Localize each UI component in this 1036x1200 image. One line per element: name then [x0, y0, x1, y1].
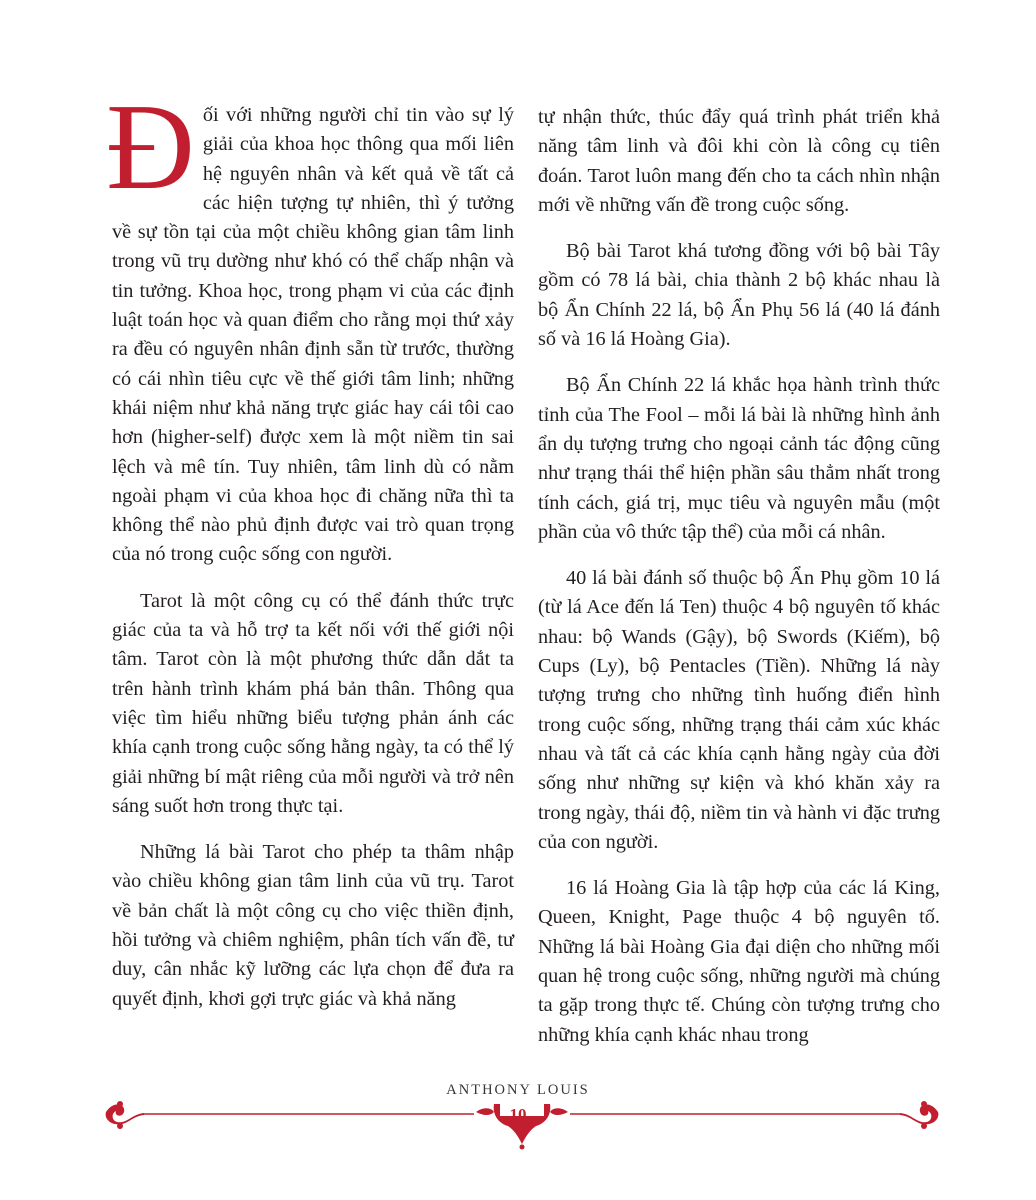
paragraph-1-text: ối với những người chỉ tin vào sự lý giải của khoa học thông qua mối liên hệ nguyên nhân và kết quả về tất cả các hiện tượng tự nhiên, thì ý tưởng về sự tồn tại của một chiều không gian tâm linh trong vũ trụ dường như khó có thể chấp nhận và tin tưởng. Khoa học, trong phạm vi của các định luật toán học và quan điểm cho rằng mọi thứ xảy ra đều có nguyên nhân định sẵn từ trước, thường có cái nhìn tiêu cực về thế giới tâm linh; những khái niệm như khả năng trực giác hay cái tôi cao hơn (higher-self) được xem là một niềm tin sai lệch và mê tín. Tuy nhiên, tâm linh dù có nằm ngoài phạm vi của khoa học đi chăng nữa thì ta không thể nào phủ định được vai trò quan trọng của nó trong cuộc sống con người.: [112, 104, 514, 566]
paragraph-7: 40 lá bài đánh số thuộc bộ Ẩn Phụ gồm 10 lá (từ lá Ace đến lá Ten) thuộc 4 bộ nguyên tố khác nhau: bộ Wands (Gậy), bộ Swords (Kiếm), bộ Cups (Ly), bộ Pentacles (Tiền). Những lá này tượng trưng cho những tình huống điển hình trong cuộc sống, những trạng thái cảm xúc khác nhau và tất cả các khía cạnh hằng ngày của đời sống như những sự kiện và khó khăn xảy ra trong ngày, thái độ, niềm tin và hành vi đặc trưng của con người.: [538, 567, 940, 853]
page-number: 10: [509, 1105, 527, 1124]
left-column: [106, 78, 514, 1031]
paragraph-3: Những lá bài Tarot cho phép ta thâm nhập vào chiều không gian tâm linh của vũ trụ. Tarot về bản chất là một công cụ cho việc thiền định, hồi tưởng và chiêm nghiệm, phân tích vấn đề, tư duy, cân nhắc kỹ lưỡng các lựa chọn để đưa ra quyết định, khơi gợi trực giác và khả năng: [112, 841, 514, 1010]
paragraph-6: Bộ Ẩn Chính 22 lá khắc họa hành trình thức tỉnh của The Fool – mỗi lá bài là những hình ảnh ẩn dụ tượng trưng cho ngoại cảnh tác động cũng như trạng thái thể hiện phần sâu thẳm nhất trong tính cách, giá trị, mục tiêu và nguyên mẫu (một phần của vô thức tập thể) của mỗi cá nhân.: [538, 374, 940, 543]
paragraph-5: Bộ bài Tarot khá tương đồng với bộ bài Tây gồm có 78 lá bài, chia thành 2 bộ khác nhau là bộ Ẩn Chính 22 lá, bộ Ẩn Phụ 56 lá (40 lá đánh số và 16 lá Hoàng Gia).: [538, 240, 940, 351]
paragraph-2: Tarot là một công cụ có thể đánh thức trực giác của ta và hỗ trợ ta kết nối với thế giới nội tâm. Tarot còn là một phương thức dẫn dắt ta trên hành trình khám phá bản thân. Thông qua việc tìm hiểu những biểu tượng phản ánh các khía cạnh trong cuộc sống hằng ngày, ta có thể lý giải những bí mật riêng của mỗi người và trở nên sáng suốt hơn trong thực tại.: [112, 589, 514, 817]
paragraph-1: [106, 78, 514, 570]
paragraph-8: 16 lá Hoàng Gia là tập hợp của các lá King, Queen, Knight, Page thuộc 4 bộ nguyên tố. Những lá bài Hoàng Gia đại diện cho những mối quan hệ trong cuộc sống, những người mà chúng ta gặp trong thực tế. Chúng còn tượng trưng cho những khía cạnh khác nhau trong: [538, 877, 940, 1046]
drop-cap: Đ: [106, 78, 195, 215]
footer-author: ANTHONY LOUIS: [446, 1082, 590, 1098]
right-column: [538, 103, 940, 1067]
paragraph-4: tự nhận thức, thúc đẩy quá trình phát triển khả năng tâm linh và đôi khi còn là công cụ tiên đoán. Tarot luôn mang đến cho ta cách nhìn nhận mới về những vấn đề trong cuộc sống.: [538, 106, 940, 216]
